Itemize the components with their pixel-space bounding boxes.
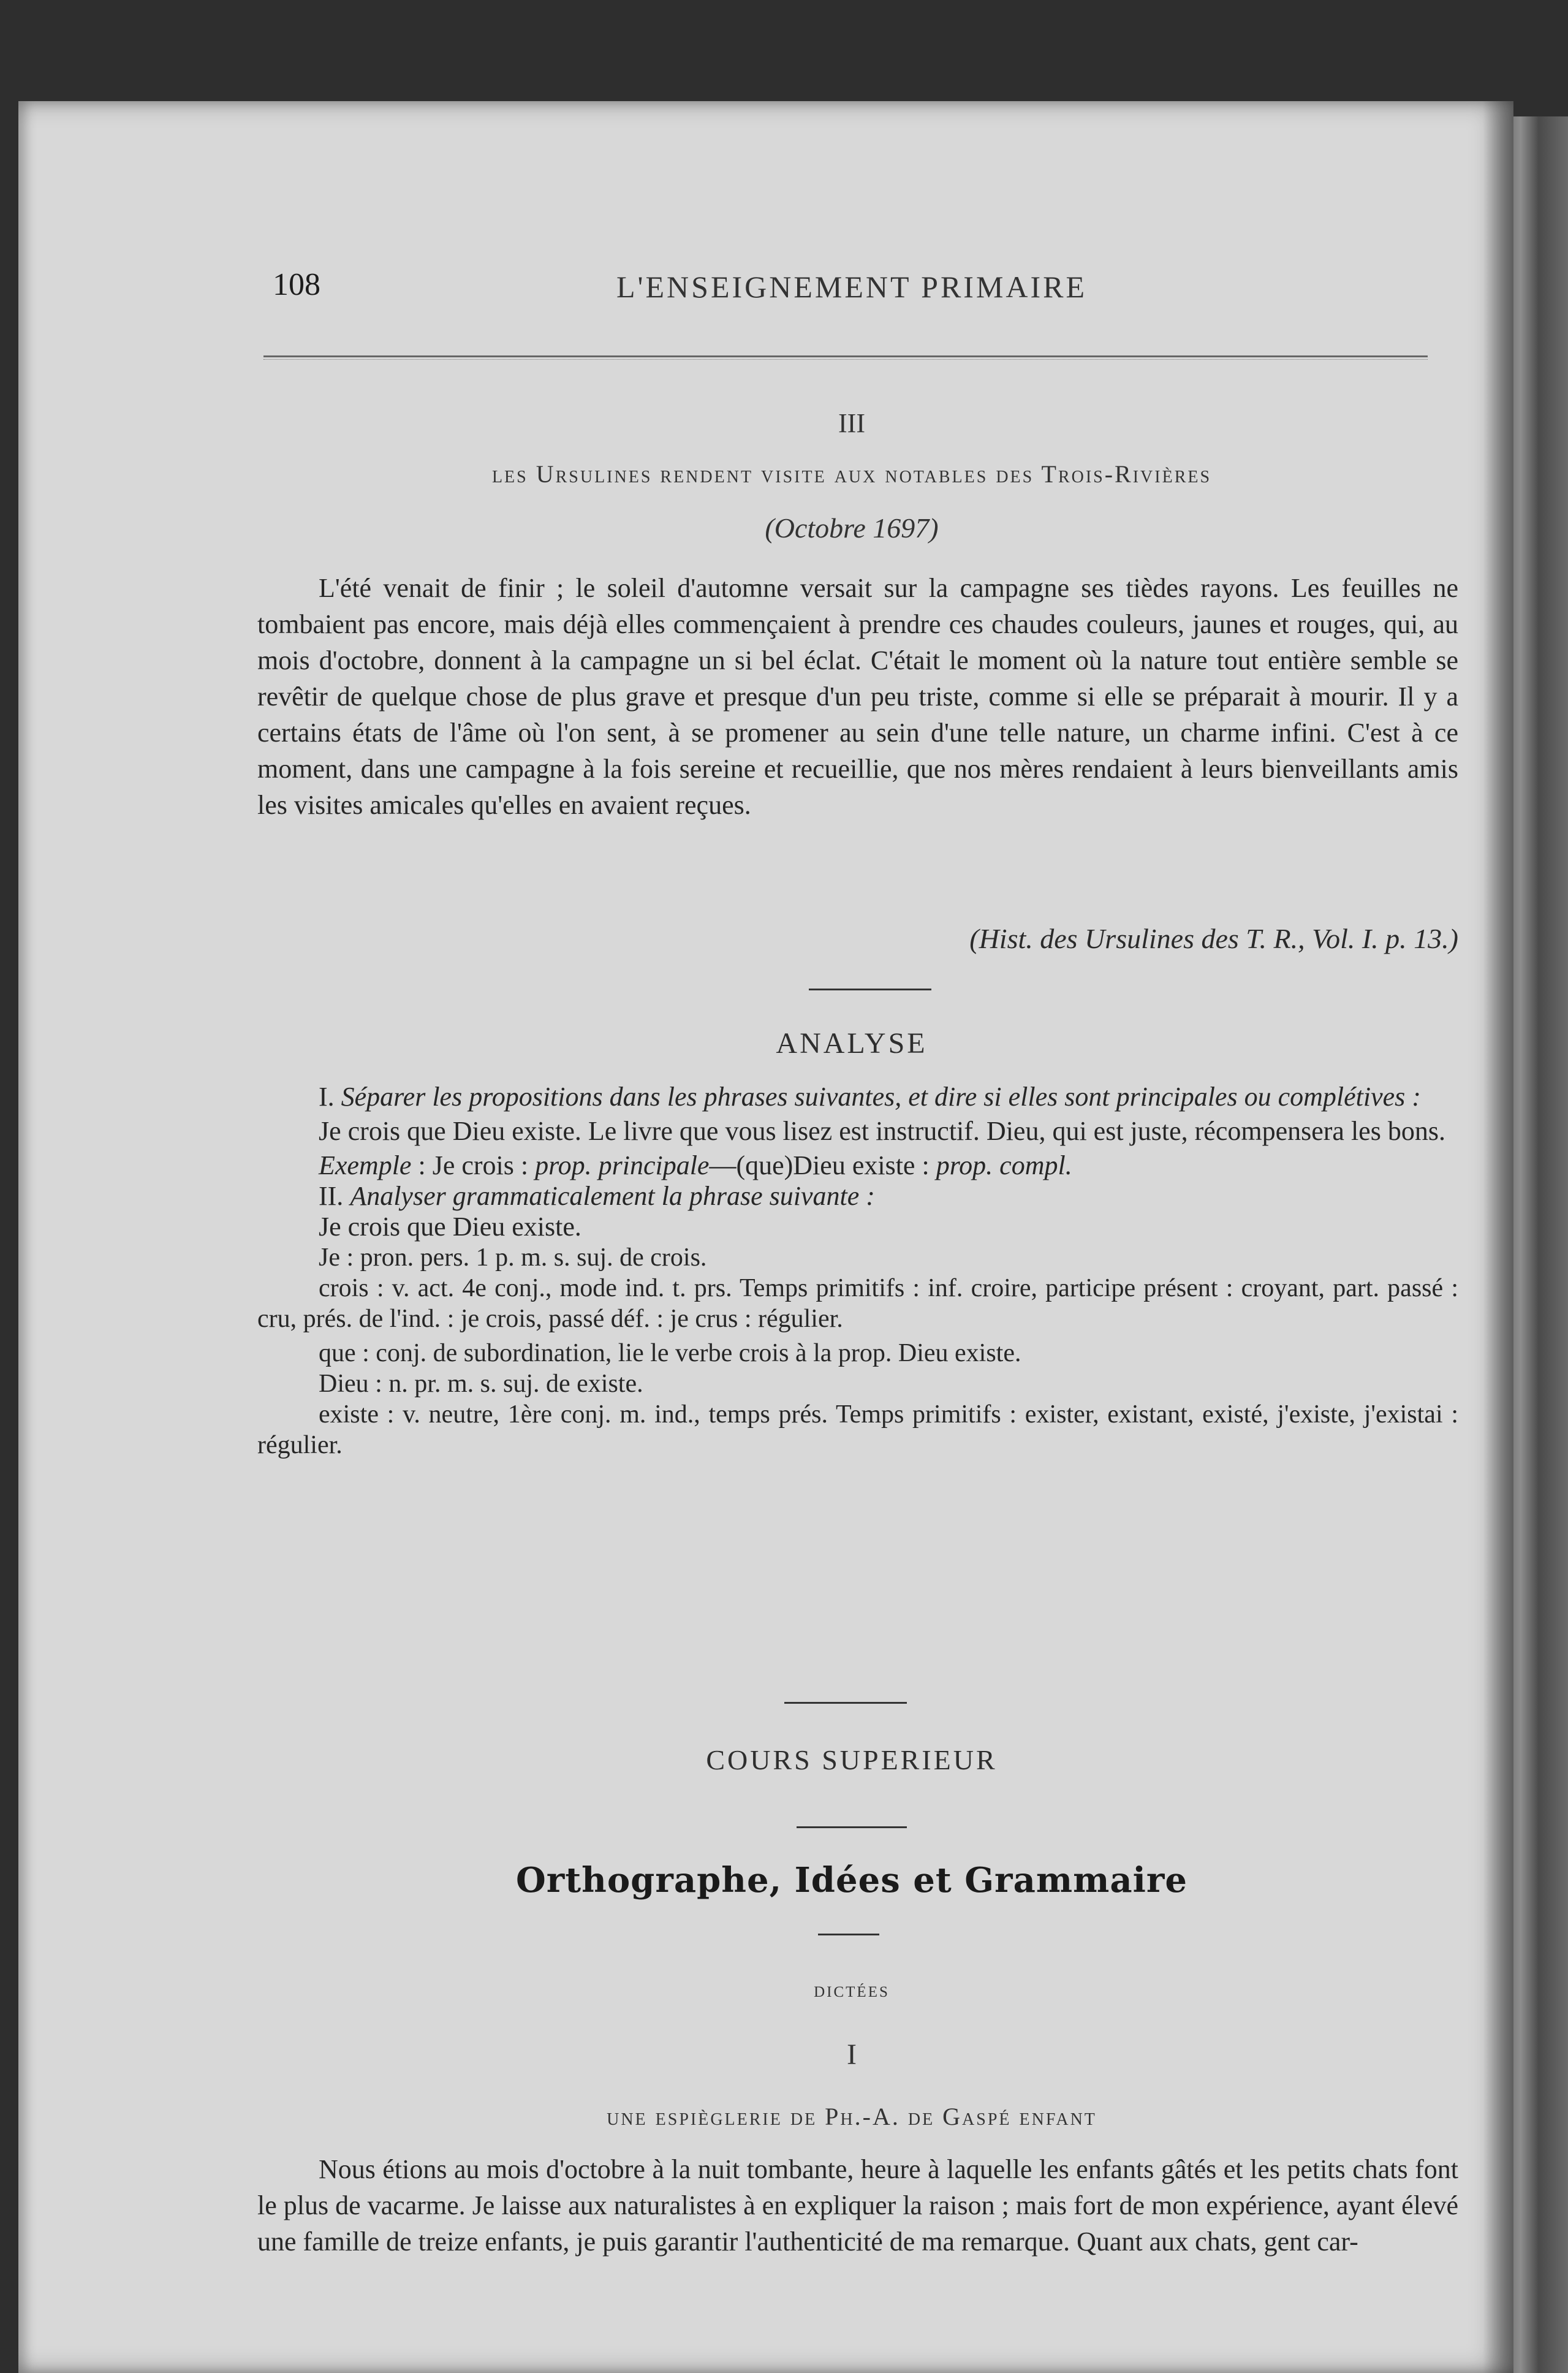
- page-gutter-shadow: [1483, 101, 1513, 2373]
- analysis-crois: crois : v. act. 4e conj., mode ind. t. prs. Temps primitifs : inf. croire, participe présent : croyant, part. passé : cru, prés. de l'ind. : je crois, passé déf. : je crus : régulier.: [257, 1274, 1458, 1333]
- analysis-existe: existe : v. neutre, 1ère conj. m. ind., temps prés. Temps primitifs : exister, existant, existé, j'existe, j'existai : régulier.: [257, 1400, 1458, 1459]
- section-divider: [809, 989, 931, 990]
- reading-date: (Octobre 1697): [765, 512, 939, 544]
- question-1-text: Séparer les propositions dans les phrases suivantes, et dire si elles sont principales ou complétives :: [341, 1082, 1421, 1112]
- analyse-question-1: [257, 1082, 1458, 1112]
- analysis-je: Je : pron. pers. 1 p. m. s. suj. de crois.: [319, 1243, 707, 1272]
- example-prop-principale: prop. principale: [535, 1150, 710, 1180]
- question-1-sentences: Je crois que Dieu existe. Le livre que vous lisez est instructif. Dieu, qui est juste, récompensera les bons.: [319, 1116, 1445, 1146]
- example-line: [257, 1150, 1458, 1181]
- question-2-sentence: Je crois que Dieu existe.: [319, 1212, 581, 1242]
- dictee-paragraph: Nous étions au mois d'octobre à la nuit tombante, heure à laquelle les enfants gâtés et les petits chats font le plus de vacarme. Je laisse aux naturalistes à en expliquer la raison ; mais fort de mon expérience, ayant élevé une famille de treize enfants, je puis garantir l'authenticité de ma remarque. Quant aux chats, gent car-: [257, 2154, 1458, 2257]
- cours-heading: COURS SUPERIEUR: [706, 1744, 998, 1775]
- journal-title: L'ENSEIGNEMENT PRIMAIRE: [616, 270, 1088, 304]
- question-2-number: II.: [319, 1181, 344, 1211]
- example-text-2: —(que)Dieu existe :: [709, 1150, 936, 1180]
- dictee-title: une espièglerie de Ph.-A. de Gaspé enfant: [607, 2103, 1097, 2130]
- analyse-question-2: [257, 1181, 1458, 1212]
- reading-paragraph: L'été venait de finir ; le soleil d'automne versait sur la campagne ses tièdes rayons. Les feuilles ne tombaient pas encore, mais déjà elles commençaient à prendre ces chaudes couleurs, jaunes et rouges, qui, au mois d'octobre, donnent à la campagne un si bel éclat. C'était le moment où la nature tout entière semble se revêtir de quelque chose de plus grave et presque d'un peu triste, comme si elle se préparait à mourir. Il y a certains états de l'âme où l'on sent, à se promener au sein d'une telle nature, un charme infini. C'est à ce moment, dans une campagne à la fois sereine et recueillie, que nos mères rendaient à leurs bienveillants amis les visites amicales qu'elles en avaient reçues.: [257, 573, 1458, 820]
- reading-numeral: III: [838, 408, 865, 438]
- analyse-exercises: [257, 1082, 1458, 1460]
- header-rule: [263, 355, 1428, 360]
- example-text-1: : Je crois :: [411, 1150, 536, 1180]
- reading-citation: (Hist. des Ursulines des T. R., Vol. I. p. 13.): [969, 923, 1458, 954]
- dictee-numeral: I: [847, 2038, 857, 2071]
- analysis-que: que : conj. de subordination, lie le verbe crois à la prop. Dieu existe.: [319, 1339, 1021, 1367]
- example-prop-compl: prop. compl.: [936, 1150, 1072, 1180]
- section-divider-2: [784, 1702, 907, 1704]
- reading-title: les Ursulines rendent visite aux notables des Trois-Rivières: [491, 460, 1212, 488]
- book-page: [18, 101, 1513, 2373]
- dictees-subheading: dictées: [814, 1977, 890, 2002]
- cours-title: Orthographe, Idées et Grammaire: [515, 1860, 1188, 1900]
- example-label: Exemple: [319, 1150, 412, 1180]
- question-2-text: Analyser grammaticalement la phrase suivante :: [350, 1181, 875, 1211]
- section-divider-4: [818, 1934, 879, 1935]
- analysis-dieu: Dieu : n. pr. m. s. suj. de existe.: [319, 1370, 643, 1398]
- section-divider-3: [797, 1826, 907, 1828]
- analyse-heading: ANALYSE: [776, 1027, 928, 1060]
- running-head: [245, 267, 1458, 316]
- question-1-number: I.: [319, 1082, 335, 1112]
- page-number: 108: [273, 267, 320, 302]
